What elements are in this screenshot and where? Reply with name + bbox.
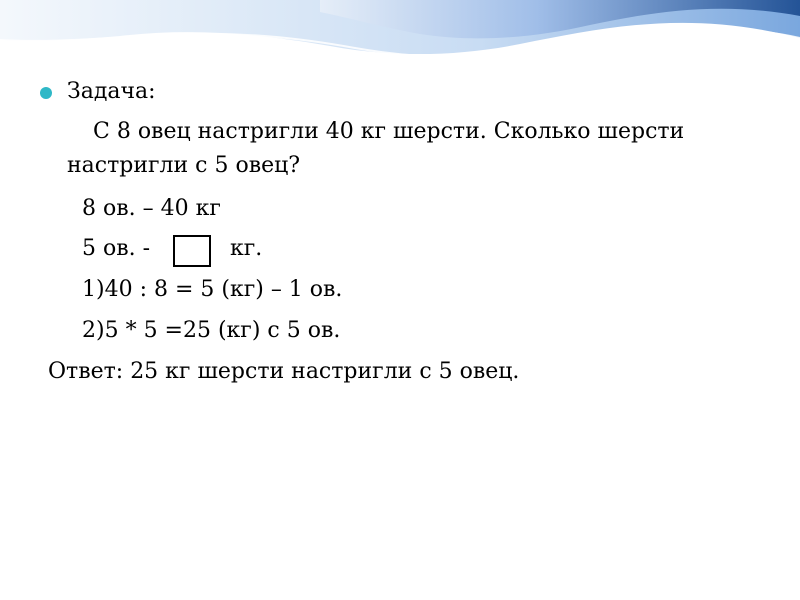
problem-line-2: настригли с 5 овец?: [67, 153, 301, 178]
answer-text: Ответ: 25 кг шерсти настригли с 5 овец.: [48, 359, 520, 384]
bullet-dot-icon: [40, 87, 52, 99]
solution-step-2: 2)5 * 5 =25 (кг) с 5 ов.: [82, 318, 341, 343]
given-line-1: 8 ов. – 40 кг: [82, 196, 221, 221]
given-line-2-left: 5 ов. -: [82, 236, 151, 261]
given-line-2-right: кг.: [230, 236, 263, 261]
unknown-value-box: [173, 235, 211, 267]
problem-line-1: С 8 овец настригли 40 кг шерсти. Сколько шерсти: [93, 119, 685, 144]
heading-text: Задача:: [67, 79, 156, 104]
solution-step-1: 1)40 : 8 = 5 (кг) – 1 ов.: [82, 277, 343, 302]
